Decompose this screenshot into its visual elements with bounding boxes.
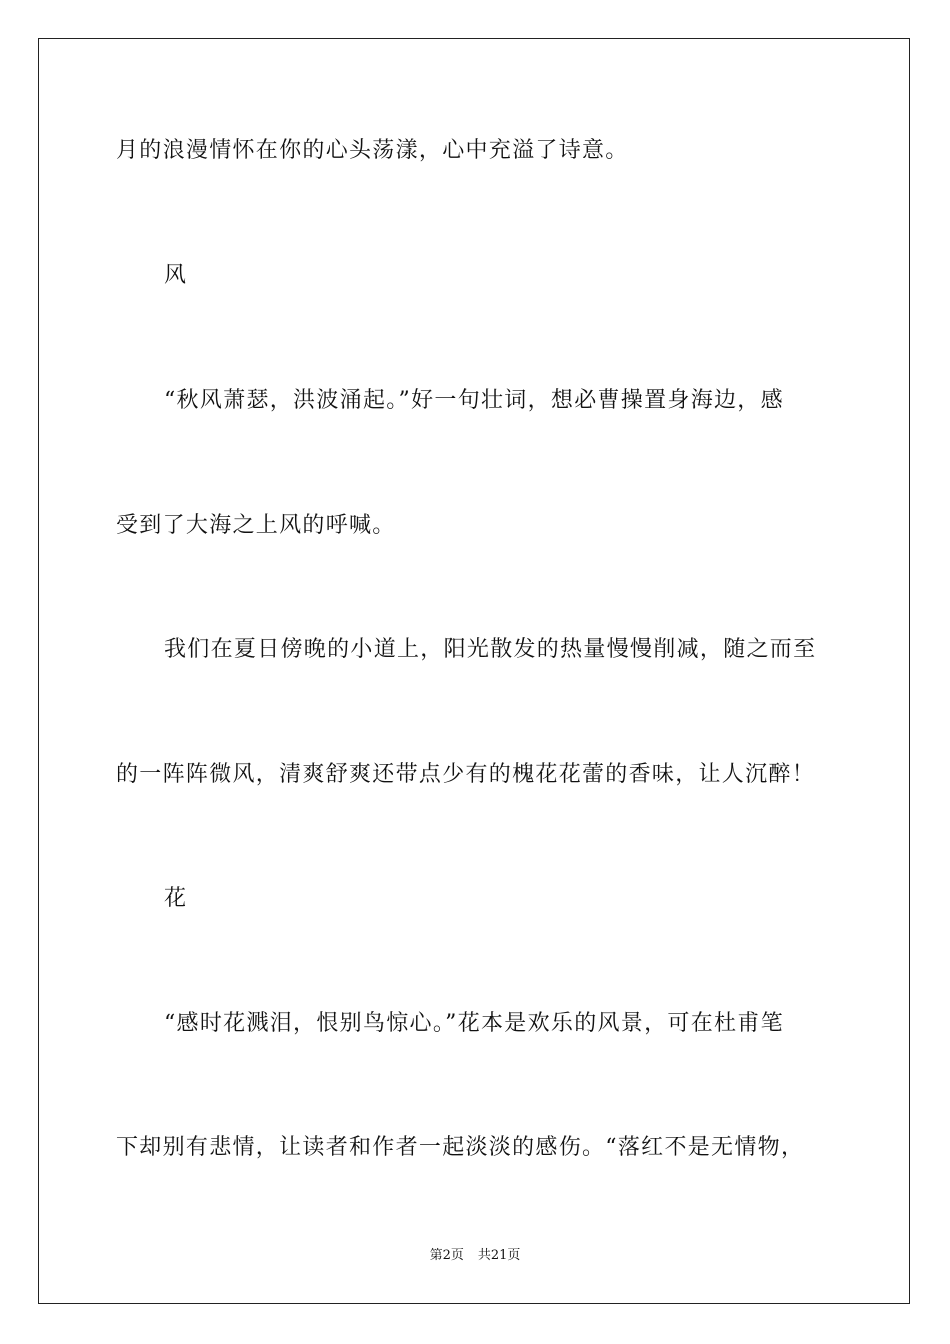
text-line: 的一阵阵微风，清爽舒爽还带点少有的槐花花蕾的香味，让人沉醉！ — [116, 762, 816, 787]
text-line: “感时花溅泪，恨别鸟惊心。”花本是欢乐的风景，可在杜甫笔 — [164, 1011, 784, 1036]
text-line: 下却别有悲情，让读者和作者一起淡淡的感伤。“落红不是无情物， — [116, 1135, 805, 1160]
text-line: 月的浪漫情怀在你的心头荡漾，心中充溢了诗意。 — [116, 138, 629, 163]
page-number: 第2页 — [429, 1248, 464, 1263]
section-heading-flower: 花 — [164, 886, 188, 911]
total-pages: 共21页 — [477, 1248, 521, 1263]
text-line: 受到了大海之上风的呼喊。 — [116, 513, 396, 538]
section-heading-wind: 风 — [164, 263, 188, 288]
page-footer — [0, 1248, 950, 1264]
text-line: “秋风萧瑟，洪波涌起。”好一句壮词，想必曹操置身海边，感 — [164, 388, 784, 413]
text-line: 我们在夏日傍晚的小道上，阳光散发的热量慢慢削减，随之而至 — [164, 637, 817, 662]
page-border — [38, 38, 910, 1304]
